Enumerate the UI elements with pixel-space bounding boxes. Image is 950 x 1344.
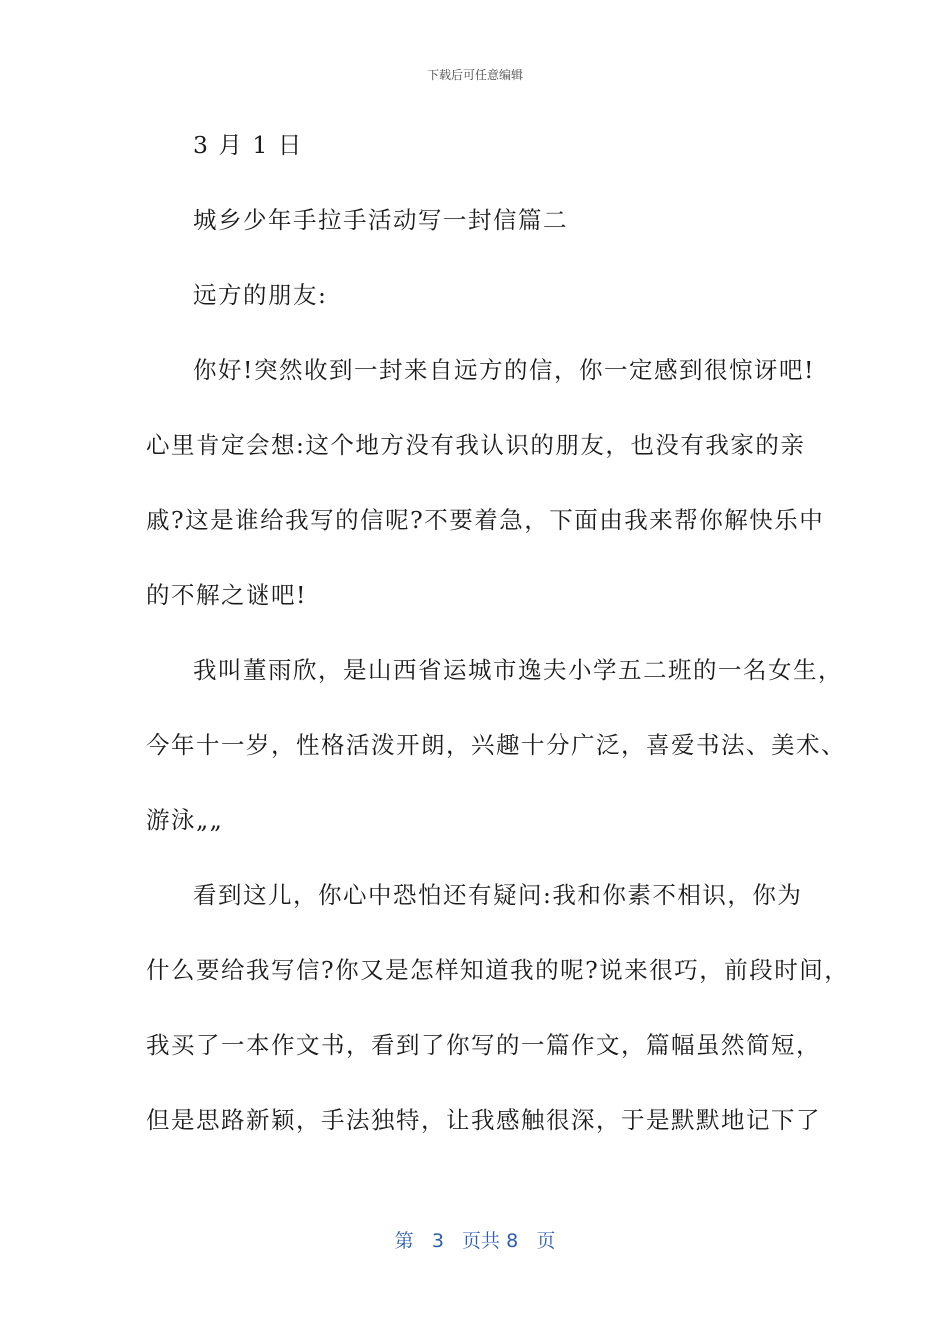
paragraph-line: 戚?这是谁给我写的信呢?不要着急，下面由我来帮你解快乐中	[146, 506, 825, 534]
footer-total-pages: 8	[506, 1230, 519, 1252]
page-header-note: 下载后可任意编辑	[426, 68, 523, 82]
paragraph-line: 的不解之谜吧!	[146, 581, 307, 609]
paragraph-line: 心里肯定会想:这个地方没有我认识的朋友，也没有我家的亲	[146, 431, 806, 459]
page-footer	[0, 1226, 950, 1253]
footer-current-page: 3	[431, 1230, 444, 1252]
paragraph-line: 但是思路新颖，手法独特，让我感触很深，于是默默地记下了	[146, 1106, 821, 1134]
footer-suffix: 页	[536, 1230, 556, 1252]
paragraph-line: 你好!突然收到一封来自远方的信，你一定感到很惊讶吧!	[193, 356, 815, 384]
paragraph-line: 今年十一岁，性格活泼开朗，兴趣十分广泛，喜爱书法、美术、	[146, 731, 846, 759]
letter-salutation: 远方的朋友:	[193, 281, 328, 309]
letter-date: 3 月 1 日	[193, 131, 303, 159]
paragraph-line: 我买了一本作文书，看到了你写的一篇作文，篇幅虽然简短，	[146, 1031, 821, 1059]
footer-middle: 页共	[462, 1230, 501, 1252]
letter-title: 城乡少年手拉手活动写一封信篇二	[193, 206, 568, 234]
paragraph-line: 看到这儿，你心中恐怕还有疑问:我和你素不相识，你为	[193, 881, 803, 909]
footer-prefix: 第	[394, 1230, 414, 1252]
paragraph-line: 什么要给我写信?你又是怎样知道我的呢?说来很巧，前段时间，	[146, 956, 850, 984]
paragraph-line: 游泳„„	[146, 806, 224, 834]
paragraph-line: 我叫董雨欣，是山西省运城市逸夫小学五二班的一名女生，	[193, 656, 843, 684]
